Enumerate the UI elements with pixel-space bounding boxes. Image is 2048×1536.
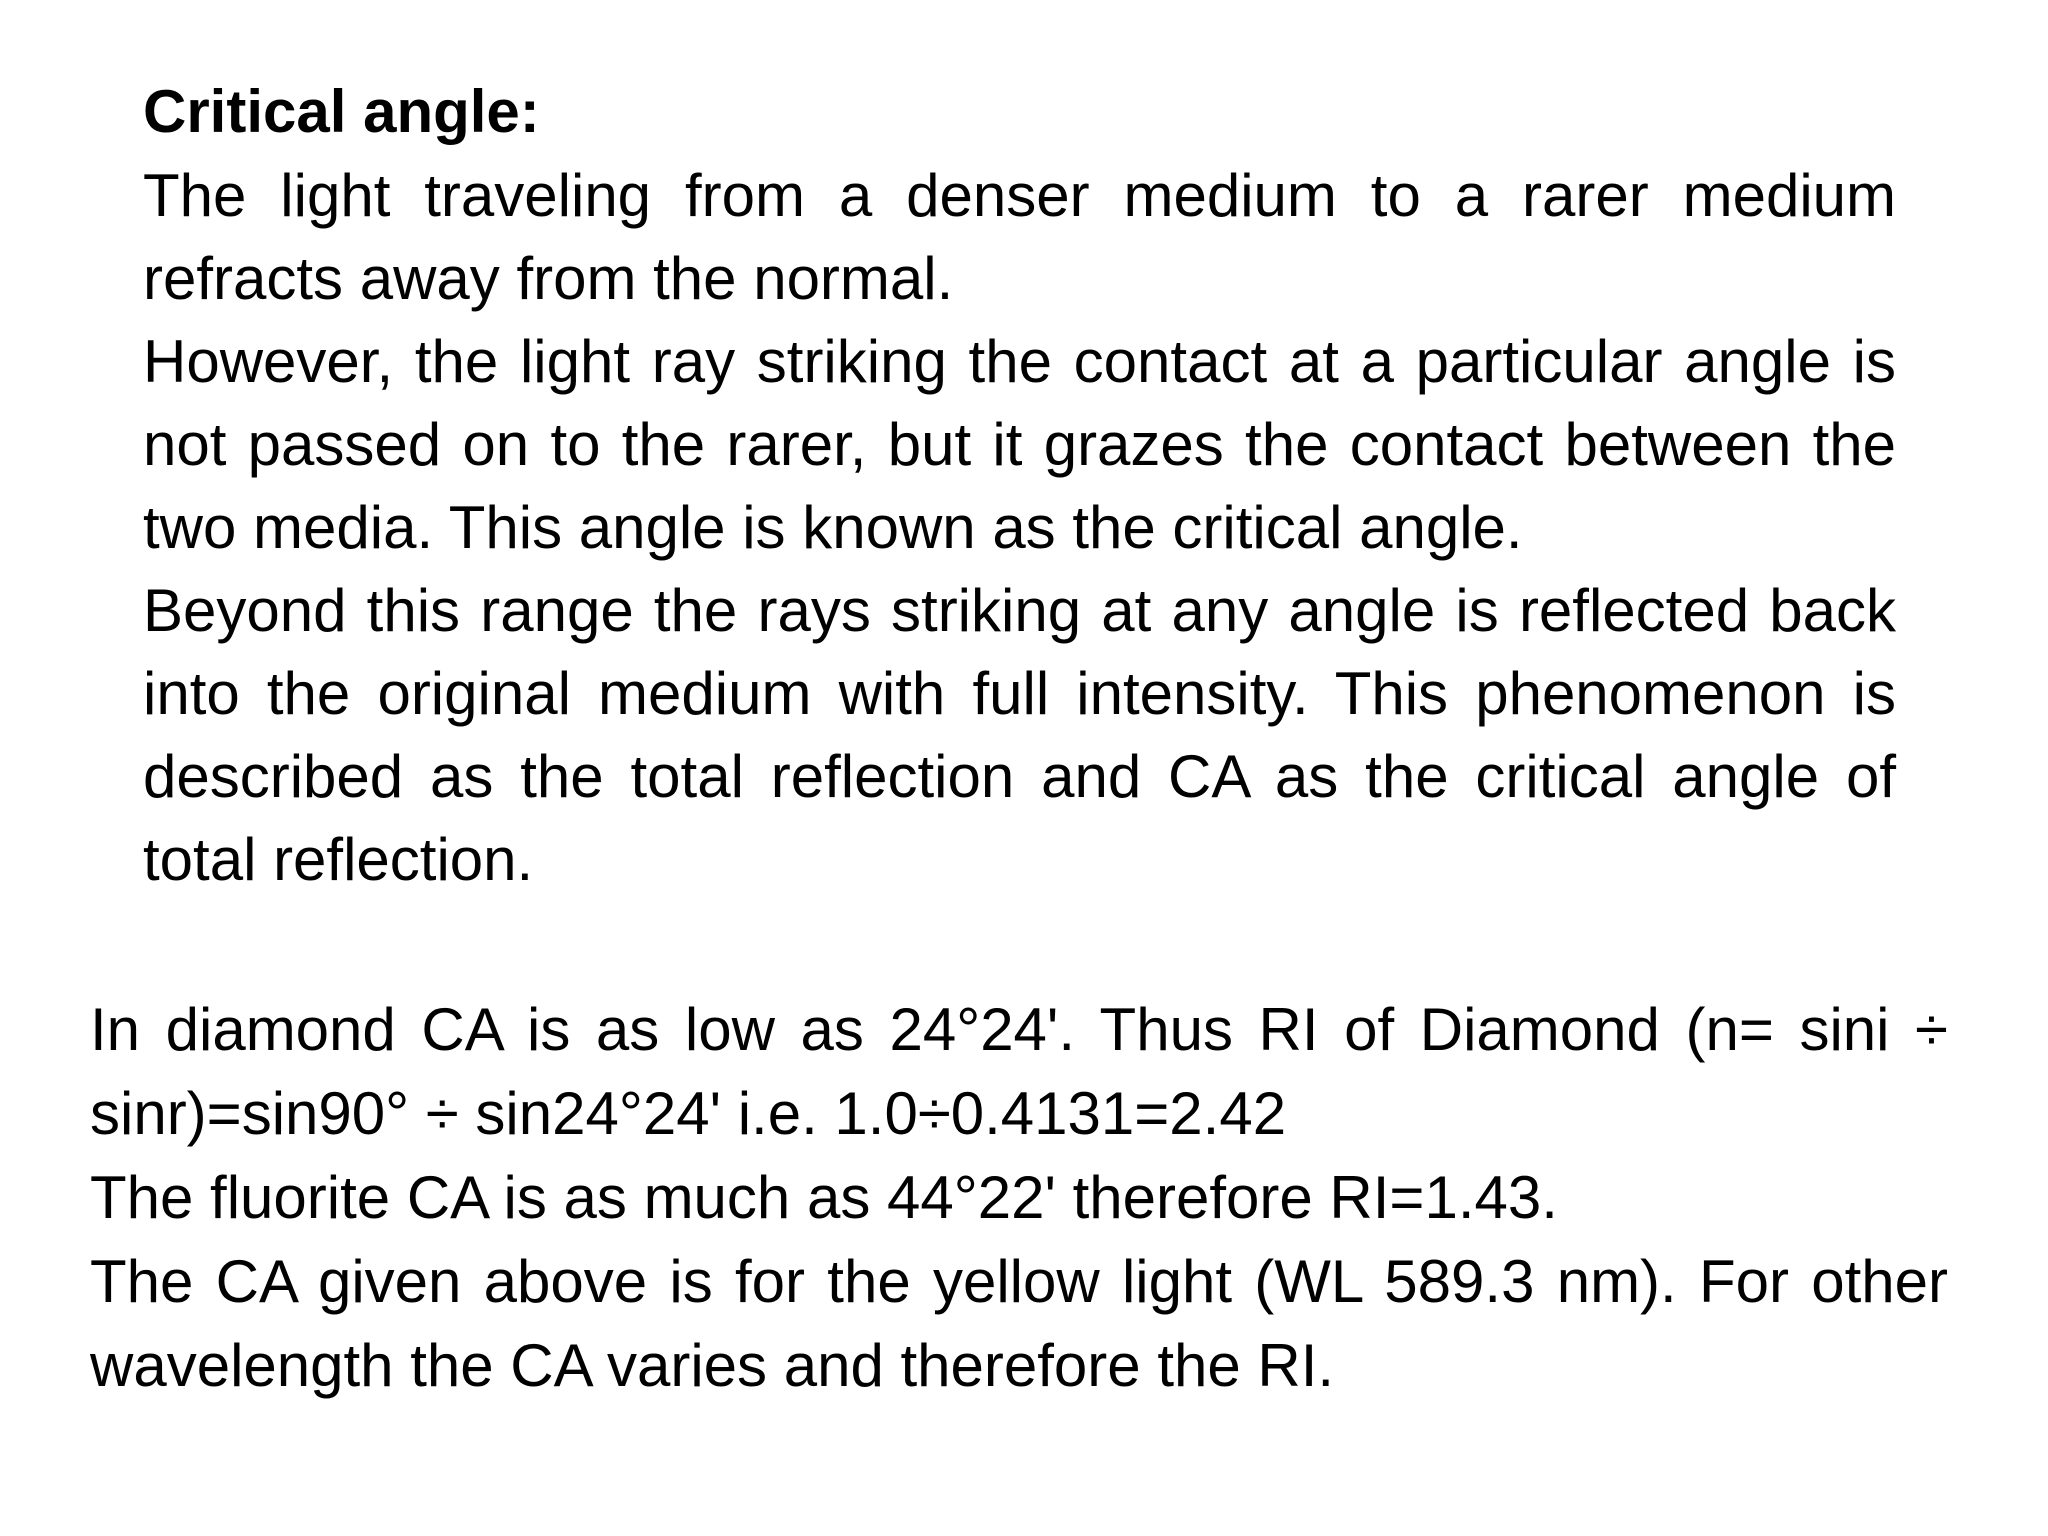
examples-block [90, 988, 1948, 1408]
paragraph-refraction: The light traveling from a denser medium to a rarer medium refracts away from the normal. [143, 162, 1896, 312]
definition-block [143, 70, 1896, 901]
paragraph-critical-angle: However, the light ray striking the contact at a particular angle is not passed on to the rarer, but it grazes the contact between the two media. This angle is known as the critical angle. [143, 328, 1896, 561]
note-diamond: In diamond CA is as low as 24°24'. Thus RI of Diamond (n= sini ÷ sinr)=sin90° ÷ sin24°24' i.e. 1.0÷0.4131=2.42 [90, 996, 1948, 1147]
note-fluorite: The fluorite CA is as much as 44°22' therefore RI=1.43. [90, 1164, 1558, 1231]
heading: Critical angle: [143, 78, 540, 145]
note-wavelength: The CA given above is for the yellow light (WL 589.3 nm). For other wavelength the CA varies and therefore the RI. [90, 1248, 1948, 1399]
paragraph-total-reflection: Beyond this range the rays striking at any angle is reflected back into the original medium with full intensity. This phenomenon is described as the total reflection and CA as the critical angle of total reflection. [143, 577, 1896, 893]
